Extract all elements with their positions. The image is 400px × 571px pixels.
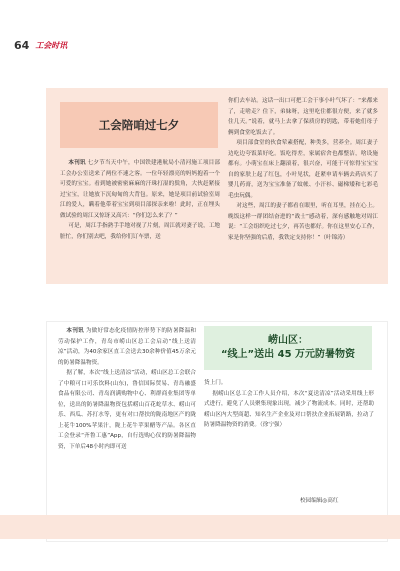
author-tag: 本刊讯 — [66, 328, 84, 334]
paragraph-text: 七夕节当天中午，中国铁建港航局小清河施工项目部工会办公室送来了两位不速之客。一位年轻漂亮的妈妈抱着一个可爱的宝宝。看到她被密密麻麻的汗珠打湿的鬓角，大伙赶紧接过宝宝，让她放下沉甸甸的大背包。原来，她是项目前试验室周江的爱人，瞒着他带着宝宝到项目部探亲来啦！此时，正在埋头做试验的周江又惊讶又高兴：“你们怎么来了？” — [60, 160, 220, 219]
section-title: 工会时讯 — [35, 40, 68, 50]
article-title: 工会陪咱过七夕 — [98, 118, 180, 132]
article2-left-column — [58, 326, 196, 452]
paragraph: 你们去车站。这话一出口可把工会干事小叶气坏了：“来都来了，走啥走？住下，弟妹呀，这里吃住都很方便，来了就多住几天。”说着，就马上去拿了保质房的钥匙，带着她们母子俩到食堂吃饭去了。 — [228, 98, 378, 136]
bottom-stripe — [0, 515, 400, 539]
page-number: 64 — [14, 38, 30, 52]
paragraph: 据了解，本次“线上送清凉”活动，崂山区总工会联合了中粮可口可乐饮料(山东)，鲁信国际贸易、青岛融盛食品有限公司、青岛润满购物中心、利群商业集团等单位，送出的防暑降温物资包括崂山百花蛇草水、崂山可乐、西瓜、苏打水等，更有对口帮扶的陇南地区产的陇上花牛100%苹果汁，陇上花牛苹果醋等产品。各区直工会登录“齐鲁工惠”App，自行选购心仪的防暑降温物资，下单后48小时内即可送 — [58, 370, 196, 450]
article-left-column — [60, 158, 220, 242]
article2-right-column — [204, 378, 374, 431]
author-tag: 本刊讯 — [68, 160, 86, 166]
article-qixi — [46, 88, 388, 284]
paragraph — [60, 158, 220, 221]
page-header — [14, 38, 67, 52]
paragraph-text: 为做好常态化疫情防控形势下的防暑降温和劳动保护工作，青岛市崂山区总工会启动“线上送清凉”活动，为40余家区直工会送去30余种价值45万余元的防暑降温物资。 — [58, 328, 196, 366]
paragraph: 货上门。 — [204, 380, 227, 386]
article2-title-line2: “线上”送出 45 万元防暑物资 — [220, 349, 356, 360]
editor-credit: 校园编辑◎高红 — [300, 498, 339, 504]
paragraph: 项目部食堂的伙食荤素搭配，种类多，营养全。周江妻子边吃边夸饭菜好吃。饭吃得差，家属宿舍也都整洁，啥设施都有。小萌宝在床上翻滚着，很兴奋，可能于可惊得宝宝宝自的家肤上起了红包，小叶见状，赶紧申请车辆去药店买了婴儿药膏，送为宝宝准备了蚊帐、小汗衫、磁梯矮和七彩毛毛虫玩偶。 — [228, 140, 378, 199]
paragraph — [58, 326, 196, 368]
paragraph: 对这些，周江的妻子都看在眼里，听在耳里，挂在心上。晚饭这样一群团结奋进的“战士”感动着，深有感触地对周江说：“工会组织吃过七夕，再苦也都好。你在这里安心工作，家是你坚强的后盾，我铁定支持你！”（叶锦涛） — [228, 203, 378, 241]
paragraph: 据崂山区总工会工作人员介绍，本次“夏送清凉”活动采用线上形式进行，避免了人员聚集现象出现，减少了物流成本。同时，还帮助崂山区内大型商超、知名生产企业及对口帮扶企业拓展销路，拉动了防暑降温物资的消费。（徐宁强） — [204, 390, 374, 428]
article2-title-block — [204, 326, 372, 370]
article2-title-line1: 崂山区： — [268, 335, 308, 346]
article-right-column — [228, 96, 378, 243]
paragraph: 可是，周江手指熟手手地对视了片刻，周江就对妻子说，工地脏忙，你们别去吧，我给你们订车票，送 — [60, 223, 220, 240]
